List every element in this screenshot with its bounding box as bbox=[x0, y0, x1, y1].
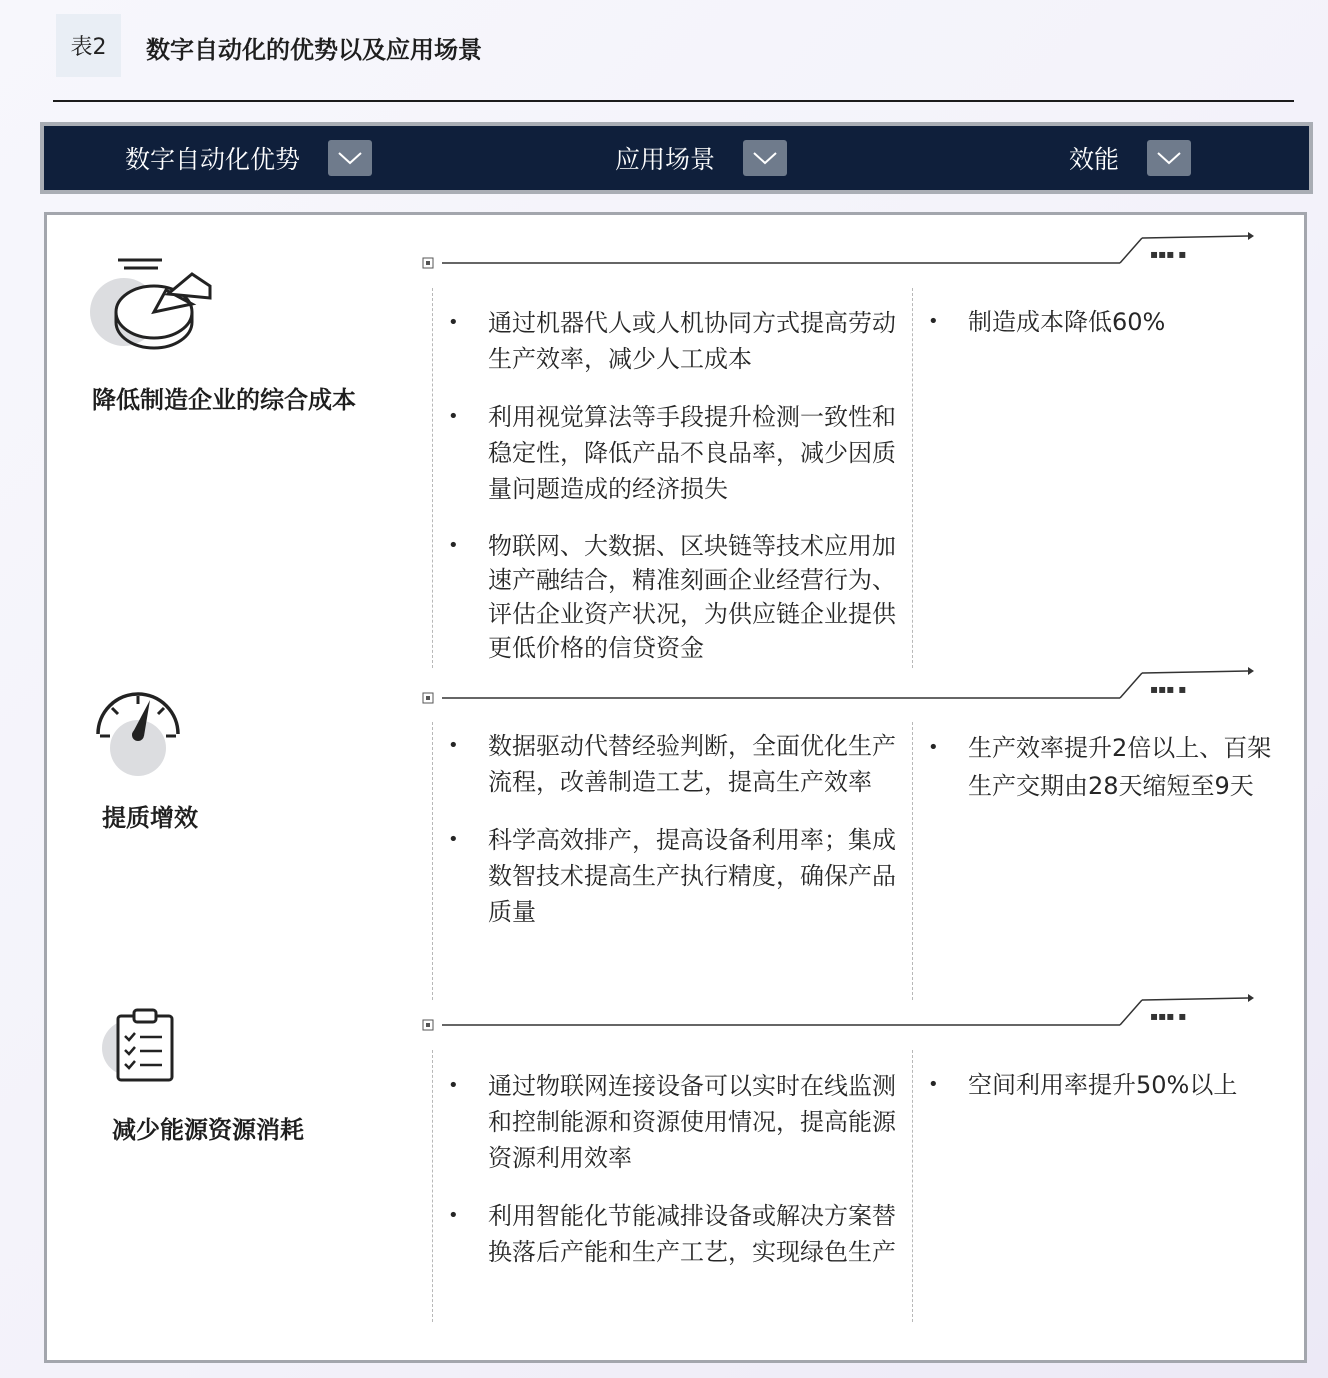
list-item: • 利用智能化节能减排设备或解决方案替换落后产能和生产工艺，实现绿色生产 bbox=[448, 1198, 898, 1270]
table-number-tag: 表2 bbox=[56, 14, 121, 77]
column-divider bbox=[912, 288, 913, 668]
header-col-effect bbox=[1069, 126, 1191, 190]
list-item: • 生产效率提升2倍以上、百架生产交期由28天缩短至9天 bbox=[928, 729, 1288, 805]
scenario-dropdown-button[interactable] bbox=[743, 140, 787, 176]
header-col-scenario bbox=[615, 126, 787, 190]
svg-text:▪▪▪ ▪: ▪▪▪ ▪ bbox=[1150, 682, 1187, 696]
chevron-down-icon bbox=[337, 151, 363, 165]
pie-chart-icon bbox=[88, 256, 218, 360]
list-item: • 数据驱动代替经验判断，全面优化生产流程，改善制造工艺，提高生产效率 bbox=[448, 728, 898, 800]
list-item: • 空间利用率提升50%以上 bbox=[928, 1066, 1268, 1104]
effect-list bbox=[928, 1066, 1268, 1126]
list-item: • 制造成本降低60% bbox=[928, 303, 1268, 341]
speedometer-icon bbox=[92, 690, 184, 780]
effect-list bbox=[928, 729, 1288, 827]
scenario-list bbox=[448, 728, 898, 952]
list-item: • 通过机器代人或人机协同方式提高劳动生产效率，减少人工成本 bbox=[448, 305, 898, 377]
scenario-list bbox=[448, 305, 898, 687]
effect-list bbox=[928, 303, 1268, 363]
list-item: • 物联网、大数据、区块链等技术应用加速产融结合，精准刻画企业经营行为、评估企业资产状况，为供应链企业提供更低价格的信贷资金 bbox=[448, 529, 898, 665]
list-item: • 通过物联网连接设备可以实时在线监测和控制能源和资源使用情况，提高能源资源利用效率 bbox=[448, 1068, 898, 1176]
scenario-list bbox=[448, 1068, 898, 1292]
column-divider bbox=[912, 1050, 913, 1322]
chevron-down-icon bbox=[752, 151, 778, 165]
table-header bbox=[40, 122, 1313, 194]
row-connector-line bbox=[420, 990, 1260, 1036]
header-label-advantage: 数字自动化优势 bbox=[125, 145, 301, 174]
column-divider bbox=[432, 288, 433, 668]
column-divider bbox=[912, 722, 913, 1000]
advantage-dropdown-button[interactable] bbox=[328, 140, 372, 176]
row-connector-line bbox=[420, 228, 1260, 274]
effect-dropdown-button[interactable] bbox=[1147, 140, 1191, 176]
header-label-scenario: 应用场景 bbox=[615, 145, 716, 174]
chevron-down-icon bbox=[1156, 151, 1182, 165]
page-title: 数字自动化的优势以及应用场景 bbox=[146, 36, 482, 64]
svg-text:▪▪▪ ▪: ▪▪▪ ▪ bbox=[1150, 1009, 1187, 1023]
title-divider bbox=[53, 100, 1294, 102]
list-item: • 利用视觉算法等手段提升检测一致性和稳定性，降低产品不良品率，减少因质量问题造成的经济损失 bbox=[448, 399, 898, 507]
column-divider bbox=[432, 722, 433, 1000]
header-label-effect: 效能 bbox=[1069, 145, 1120, 174]
advantage-label: 降低制造企业的综合成本 bbox=[92, 386, 356, 414]
column-divider bbox=[432, 1050, 433, 1322]
list-item: • 科学高效排产，提高设备利用率；集成数智技术提高生产执行精度，确保产品质量 bbox=[448, 822, 898, 930]
advantage-label: 减少能源资源消耗 bbox=[112, 1116, 304, 1144]
advantage-label: 提质增效 bbox=[102, 804, 198, 832]
clipboard-checklist-icon bbox=[100, 1006, 180, 1090]
svg-text:▪▪▪ ▪: ▪▪▪ ▪ bbox=[1150, 247, 1187, 261]
header-col-advantage bbox=[125, 126, 372, 190]
